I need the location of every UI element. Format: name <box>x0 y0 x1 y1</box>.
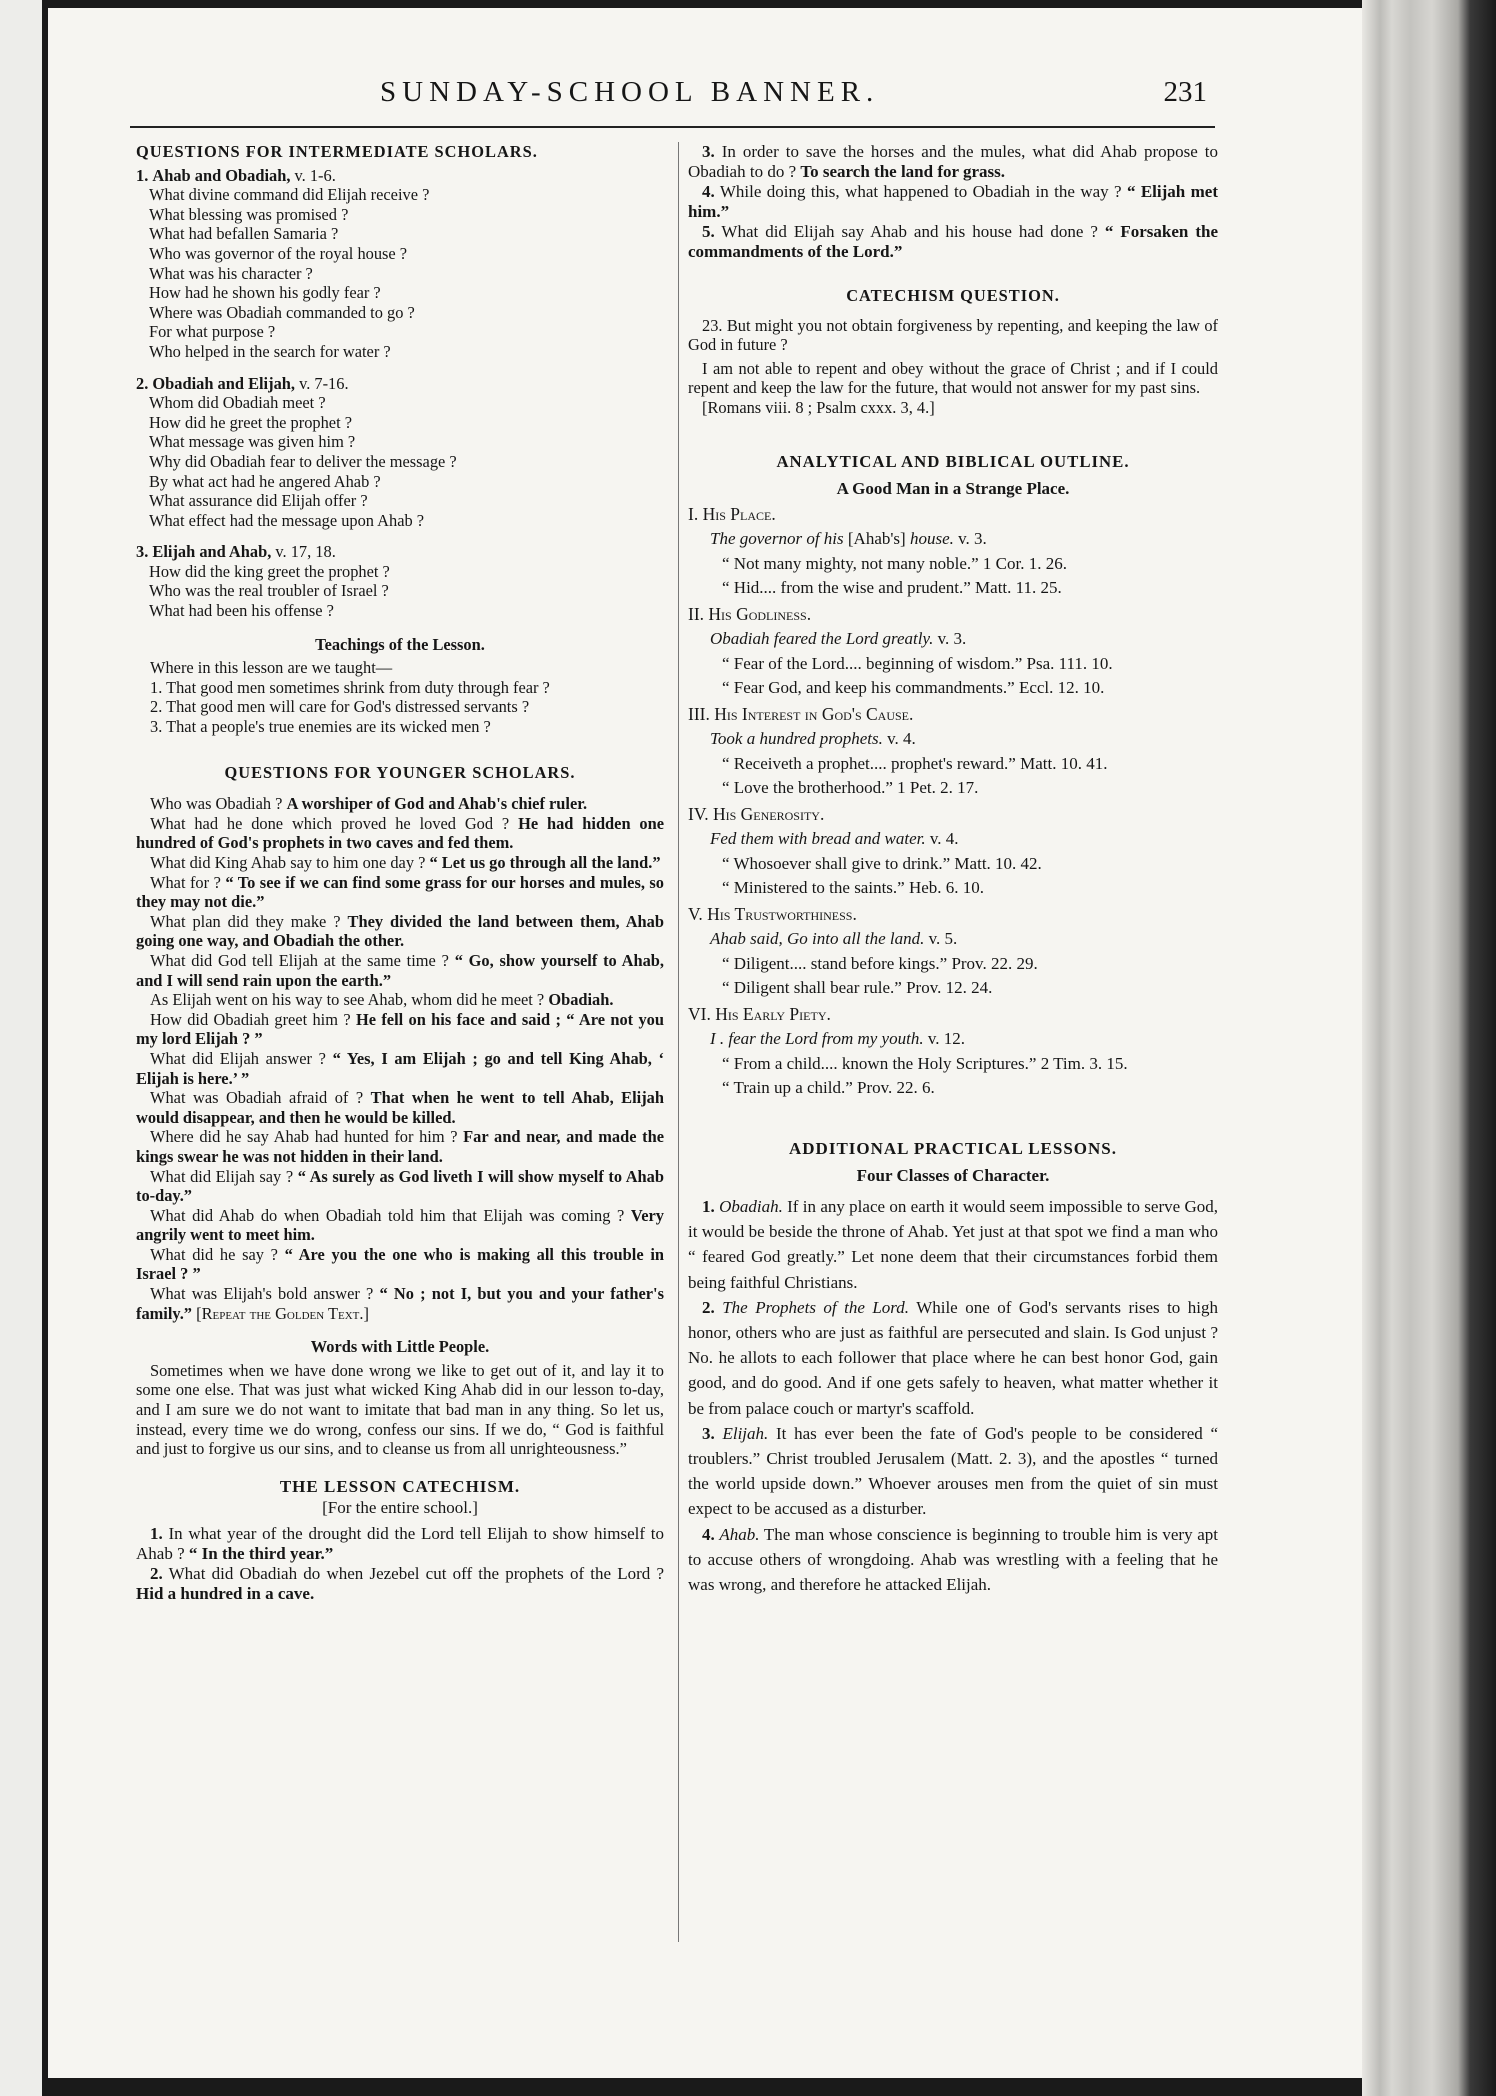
qa-item <box>136 794 664 814</box>
qa-question: What for ? <box>150 872 221 892</box>
qa-item <box>136 873 664 912</box>
group-verse-ref: v. 7-16. <box>294 373 349 393</box>
outline-reference: “ Diligent shall bear rule.” Prov. 12. 24. <box>722 978 993 998</box>
catechism-refs: [Romans viii. 8 ; Psalm cxxx. 3, 4.] <box>702 397 935 417</box>
question-group-heading <box>136 542 664 562</box>
group-title: Obadiah and Elijah, <box>152 373 295 393</box>
qa-answer: Far and near, and made the kings swear he was not hidden in their land. <box>136 1127 664 1166</box>
practical-item <box>688 1194 1218 1295</box>
catechism-answer: “ Elijah met him.” <box>688 182 1218 221</box>
question-item: What effect had the message upon Ahab ? <box>149 510 425 530</box>
outline-section-text <box>688 728 1218 750</box>
catechism-item <box>688 142 1218 182</box>
catechism-answer: Hid a hundred in a cave. <box>136 1584 315 1603</box>
qa-item <box>136 990 664 1010</box>
qa-item <box>136 1049 664 1088</box>
qa-item <box>136 951 664 990</box>
qa-item <box>136 912 664 951</box>
question-item: Who helped in the search for water ? <box>149 341 391 361</box>
running-header <box>130 70 1215 128</box>
catechism-question: What did Obadiah do when Jezebel cut off the prophets of the Lord ? <box>168 1564 664 1583</box>
qa-question: How did Obadiah greet him ? <box>150 1009 351 1029</box>
outline-section-title: IV. His Generosity. <box>688 803 825 824</box>
qa-answer: A worshiper of God and Ahab's chief ruler. <box>286 794 588 814</box>
catechism-item <box>688 182 1218 222</box>
outline-section-title: III. His Interest in God's Cause. <box>688 703 914 724</box>
right-column <box>688 142 1218 1597</box>
outline-list <box>688 504 1218 1099</box>
catechism-sub: [For the entire school.] <box>322 1498 478 1518</box>
qa-item <box>136 1088 664 1127</box>
question-item: What blessing was promised ? <box>149 204 349 224</box>
teachings-list <box>136 678 664 737</box>
words-text: Sometimes when we have done wrong we like to get out of it, and lay it to some one else. That was just what wicked King Ahab did in our lesson to-day, and I am sure we do not want to imitate that bad man in any thing. So let us, instead, every time we do wrong, confess our sins. If we do, “ God is faithful and just to forgive us our sins, and to cleanse us from all unrighteousness.” <box>136 1360 664 1459</box>
question-item: What had befallen Samaria ? <box>149 224 339 244</box>
qa-answer: That when he went to tell Ahab, Elijah would disappear, and then he would be killed. <box>136 1088 664 1127</box>
outline-verse: v. 5. <box>924 929 958 949</box>
qa-question: What did he say ? <box>150 1244 278 1264</box>
practical-heading: ADDITIONAL PRACTICAL LESSONS. <box>789 1138 1117 1158</box>
younger-heading: QUESTIONS FOR YOUNGER SCHOLARS. <box>224 762 576 782</box>
qa-answer: Obadiah. <box>548 990 614 1010</box>
qa-item <box>136 1284 664 1323</box>
qa-answer: “ Are you the one who is making all this trouble in Israel ? ” <box>136 1244 664 1284</box>
outline-text: Took a hundred prophets. <box>710 729 883 749</box>
question-item: How did he greet the prophet ? <box>149 412 352 432</box>
outline-verse: v. 12. <box>923 1029 965 1049</box>
qa-question: What had he done which proved he loved God ? <box>150 813 510 833</box>
golden-text-note: [Repeat the Golden Text.] <box>196 1303 369 1323</box>
group-verse-ref: v. 17, 18. <box>271 542 336 562</box>
catechism-item <box>136 1564 664 1604</box>
question-item: Where was Obadiah commanded to go ? <box>149 302 415 322</box>
question-group-heading <box>136 374 664 394</box>
catechism-list-part1 <box>136 1524 664 1604</box>
question-item: What message was given him ? <box>149 432 356 452</box>
catechism-question: In order to save the horses and the mules, what did Ahab propose to Obadiah to do ? <box>688 142 1218 181</box>
outline-section-text <box>688 828 1218 850</box>
qa-question: What did Elijah say ? <box>150 1166 294 1186</box>
outline-reference: “ Fear God, and keep his commandments.” Eccl. 12. 10. <box>722 678 1105 698</box>
catechism-question: While doing this, what happened to Obadiah in the way ? <box>719 182 1122 201</box>
book-page-edges <box>1362 0 1496 2096</box>
intermediate-heading: QUESTIONS FOR INTERMEDIATE SCHOLARS. <box>136 142 538 161</box>
column-rule <box>678 142 679 1942</box>
younger-qa-list <box>136 794 664 1323</box>
qa-answer: He fell on his face and said ; “ Are not you my lord Elijah ? ” <box>136 1009 664 1049</box>
outline-text: The governor of his <box>710 529 844 549</box>
outline-reference: “ From a child.... known the Holy Scriptures.” 2 Tim. 3. 15. <box>722 1053 1128 1073</box>
qa-answer: “ As surely as God liveth I will show myself to Ahab to-day.” <box>136 1166 664 1206</box>
outline-text: Obadiah feared the Lord greatly. <box>710 629 934 649</box>
outline-text: Ahab said, Go into all the land. <box>710 929 925 949</box>
qa-question: What did Ahab do when Obadiah told him that Elijah was coming ? <box>150 1205 625 1225</box>
qa-item <box>136 853 664 873</box>
outline-section-text <box>688 1028 1218 1050</box>
question-item: What had been his offense ? <box>149 601 334 621</box>
qa-item <box>136 1167 664 1206</box>
catechism-num: 1. <box>150 1524 163 1543</box>
qa-item <box>136 1010 664 1049</box>
practical-item <box>688 1522 1218 1598</box>
outline-verse: v. 4. <box>925 829 959 849</box>
group-number: 1. <box>136 165 149 185</box>
catechism-heading: THE LESSON CATECHISM. <box>279 1476 521 1496</box>
question-item: By what act had he angered Ahab ? <box>149 471 381 491</box>
practical-item <box>688 1421 1218 1522</box>
qa-answer: “ No ; not I, but you and your father's family.” <box>136 1284 664 1323</box>
outline-subheading: A Good Man in a Strange Place. <box>836 479 1070 499</box>
practical-name: Obadiah. <box>719 1196 783 1216</box>
practical-lessons-list <box>688 1194 1218 1597</box>
qa-question: Who was Obadiah ? <box>150 794 283 814</box>
outline-reference: “ Fear of the Lord.... beginning of wisdom.” Psa. 111. 10. <box>722 653 1113 673</box>
qa-item <box>136 814 664 853</box>
outline-bracket: [Ahab's] <box>847 529 906 549</box>
qa-answer: Very angrily went to meet him. <box>136 1205 664 1245</box>
question-item: What was his character ? <box>149 263 313 283</box>
practical-subheading: Four Classes of Character. <box>856 1166 1050 1186</box>
practical-name: The Prophets of the Lord. <box>722 1297 910 1317</box>
outline-heading: ANALYTICAL AND BIBLICAL OUTLINE. <box>776 451 1130 471</box>
practical-num: 2. <box>702 1297 715 1317</box>
qa-answer: “ To see if we can find some grass for our horses and mules, so they may not die.” <box>136 872 664 912</box>
outline-reference: “ Receiveth a prophet.... prophet's reward.” Matt. 10. 41. <box>722 753 1108 773</box>
question-item: What assurance did Elijah offer ? <box>149 491 368 511</box>
outline-reference: “ Love the brotherhood.” 1 Pet. 2. 17. <box>722 778 979 798</box>
catechism-num: 2. <box>150 1564 163 1583</box>
qa-item <box>136 1245 664 1284</box>
catechism-question-text: 23. But might you not obtain forgiveness by repenting, and keeping the law of God in future ? <box>688 315 1218 355</box>
outline-reference: “ Diligent.... stand before kings.” Prov. 22. 29. <box>722 953 1038 973</box>
qa-question: What plan did they make ? <box>150 911 341 931</box>
practical-text: While one of God's servants rises to high honor, others who are just as faithful are persecuted and slain. Is God unjust ? No. he allots to each follower that place where he can best honor God, gain good, and do good. And if one gets safely to heaven, what matter whether it be from palace couch or martyr's scaffold. <box>688 1297 1218 1418</box>
question-item: How had he shown his godly fear ? <box>149 283 381 303</box>
outline-reference: “ Hid.... from the wise and prudent.” Matt. 11. 25. <box>722 578 1062 598</box>
outline-verse: v. 3. <box>953 529 987 549</box>
left-column <box>136 142 664 1604</box>
practical-name: Ahab. <box>719 1524 760 1544</box>
outline-section-title: V. His Trustworthiness. <box>688 903 857 924</box>
question-item: For what purpose ? <box>149 322 276 342</box>
catechism-num: 3. <box>702 142 715 161</box>
outline-text: I . fear the Lord from my youth. <box>710 1029 924 1049</box>
qa-answer: “ Let us go through all the land.” <box>429 853 661 872</box>
catechism-question: What did Elijah say Ahab and his house had done ? <box>721 222 1098 241</box>
group-title: Elijah and Ahab, <box>152 542 272 562</box>
catechism-item <box>688 222 1218 262</box>
outline-text-cont: house. <box>909 529 954 549</box>
group-number: 3. <box>136 542 149 562</box>
practical-name: Elijah. <box>722 1423 769 1443</box>
teaching-item: 2. That good men will care for God's distressed servants ? <box>150 697 530 717</box>
qa-question: As Elijah went on his way to see Ahab, whom did he meet ? <box>150 990 545 1010</box>
outline-reference: “ Train up a child.” Prov. 22. 6. <box>722 1078 935 1098</box>
group-verse-ref: v. 1-6. <box>290 165 336 185</box>
catechism-answer: “ In the third year.” <box>188 1544 334 1563</box>
catechism-question-heading: CATECHISM QUESTION. <box>846 286 1060 305</box>
outline-text: Fed them with bread and water. <box>710 829 926 849</box>
practical-num: 3. <box>702 1423 715 1443</box>
teaching-item: 1. That good men sometimes shrink from duty through fear ? <box>150 677 550 697</box>
question-item: How did the king greet the prophet ? <box>149 561 390 581</box>
teachings-heading: Teachings of the Lesson. <box>315 634 485 654</box>
catechism-list-part2 <box>688 142 1218 262</box>
qa-question: What was Elijah's bold answer ? <box>150 1284 374 1304</box>
qa-answer: “ Go, show yourself to Ahab, and I will send rain upon the earth.” <box>136 950 664 990</box>
qa-question: What was Obadiah afraid of ? <box>150 1088 364 1108</box>
catechism-num: 5. <box>702 222 715 241</box>
question-item: What divine command did Elijah receive ? <box>149 185 430 205</box>
outline-reference: “ Whosoever shall give to drink.” Matt. 10. 42. <box>722 853 1042 873</box>
question-item: Why did Obadiah fear to deliver the message ? <box>149 451 457 471</box>
teaching-item: 3. That a people's true enemies are its wicked men ? <box>150 717 491 737</box>
outline-section-title: II. His Godliness. <box>688 603 812 624</box>
group-number: 2. <box>136 373 149 393</box>
qa-answer: “ Yes, I am Elijah ; go and tell King Ahab, ‘ Elijah is here.’ ” <box>136 1048 664 1088</box>
qa-item <box>136 1206 664 1245</box>
outline-verse: v. 4. <box>882 729 916 749</box>
outline-section-title: VI. His Early Piety. <box>688 1003 831 1024</box>
question-item: Whom did Obadiah meet ? <box>149 393 326 413</box>
catechism-answer: “ Forsaken the commandments of the Lord.” <box>688 222 1218 261</box>
outline-verse: v. 3. <box>933 629 967 649</box>
words-heading: Words with Little People. <box>310 1337 490 1357</box>
qa-question: What did King Ahab say to him one day ? <box>150 853 426 872</box>
question-group-heading <box>136 166 664 186</box>
teachings-intro: Where in this lesson are we taught— <box>150 658 393 678</box>
outline-reference: “ Ministered to the saints.” Heb. 6. 10. <box>722 878 985 898</box>
outline-section-text <box>688 528 1218 550</box>
intermediate-question-groups <box>136 166 664 621</box>
qa-question: Where did he say Ahab had hunted for him ? <box>150 1127 458 1147</box>
qa-question: What did God tell Elijah at the same time ? <box>150 950 449 970</box>
catechism-item <box>136 1524 664 1564</box>
outline-section-title: I. His Place. <box>688 503 776 524</box>
qa-answer: They divided the land between them, Ahab going one way, and Obadiah the other. <box>136 911 664 951</box>
group-title: Ahab and Obadiah, <box>152 165 291 185</box>
outline-section-text <box>688 928 1218 950</box>
qa-answer: He had hidden one hundred of God's prophets in two caves and fed them. <box>136 813 665 853</box>
practical-num: 1. <box>702 1196 715 1216</box>
periodical-title: SUNDAY-SCHOOL BANNER. <box>380 76 880 108</box>
outline-section-text <box>688 628 1218 650</box>
practical-text: It has ever been the fate of God's people to be considered “ troublers.” Christ troubled Jerusalem (Matt. 2. 3), and the apostles “ turned the world upside down.” Whoever arouses men from the quiet of sin must expect to be accused as a disturber. <box>688 1423 1219 1519</box>
catechism-question: In what year of the drought did the Lord tell Elijah to show himself to Ahab ? <box>136 1524 664 1563</box>
question-item: Who was the real troubler of Israel ? <box>149 581 389 601</box>
page-left-margin <box>0 0 42 2096</box>
practical-item <box>688 1295 1218 1421</box>
qa-question: What did Elijah answer ? <box>150 1048 326 1068</box>
question-item: Who was governor of the royal house ? <box>149 243 408 263</box>
catechism-answer-text: I am not able to repent and obey without the grace of Christ ; and if I could repent and keep the law for the future, that would not answer for my past sins. <box>688 358 1218 398</box>
practical-text: The man whose conscience is beginning to trouble him is very apt to accuse others of wrongdoing. Ahab was wrestling with a feeling that he was wrong, and therefore he attacked Elijah. <box>688 1524 1218 1594</box>
catechism-answer: To search the land for grass. <box>800 162 1006 181</box>
catechism-num: 4. <box>702 182 715 201</box>
practical-num: 4. <box>702 1524 715 1544</box>
page-number: 231 <box>1163 76 1207 108</box>
practical-text: If in any place on earth it would seem impossible to serve God, it would be beside the throne of Ahab. Yet just at that spot we find a man who “ feared God greatly.” Let none deem that their circumstances forbid them being faithful Christians. <box>688 1196 1219 1292</box>
outline-reference: “ Not many mighty, not many noble.” 1 Cor. 1. 26. <box>722 553 1067 573</box>
qa-item <box>136 1127 664 1166</box>
